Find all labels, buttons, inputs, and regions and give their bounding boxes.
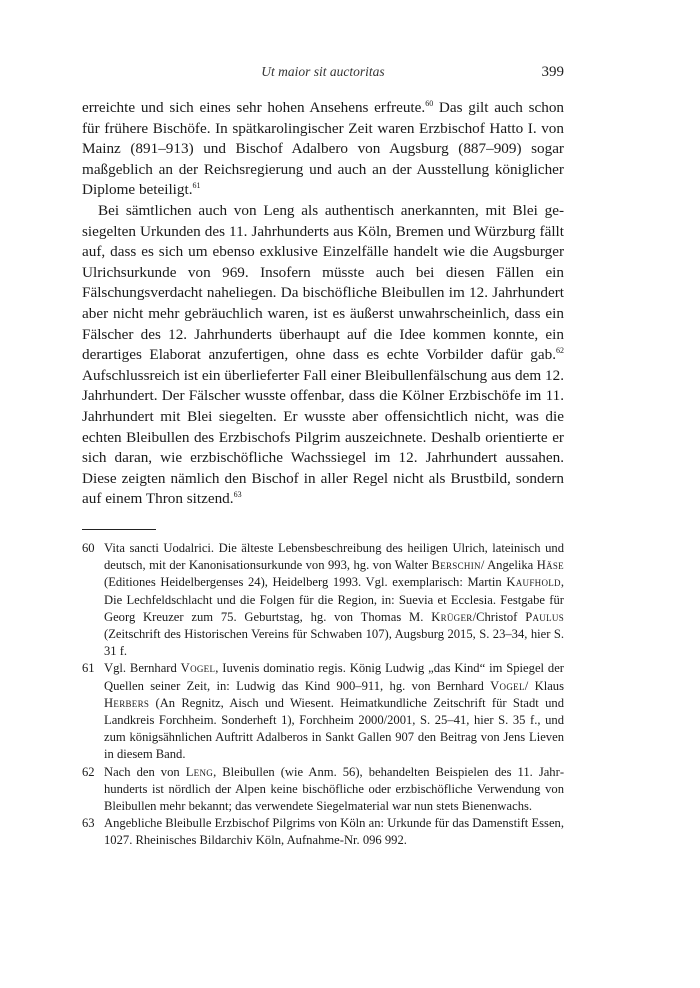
- paragraph-text: Bei sämtlichen auch von Leng als authentisch anerkannten, mit Blei gesiegelten Urkunden des 11. Jahrhunderts aus Köln, Bremen und Würzburg fällt auf, dass es sich um ebenso exklusive Einzelfälle handelt wie die Augsburger Ulrichsurkunde von 969. Insofern müsste auch bei diesen Fällen ein Fälschungsverdacht naheliegen. Da bischöfliche Bleibullen im 12. Jahrhundert aber nicht mehr gebräuchlich waren, ist es äußerst unwahrscheinlich, dass ein Fälscher des 12. Jahrhunderts überhaupt auf die Idee kommen konnte, ein derartiges Elaborat anzufertigen, ohne dass es echte Vorbilder dafür gab.: [82, 201, 564, 364]
- footnote-text: (An Regnitz, Aisch und Wiesent. Heimatkundliche Zeitschrift für Stadt und Landkreis Forchheim. Sonderheft 1), Forchheim 2000/2001, S. 25–41, hier S. 35 f., und zum königsähnlichen Auftritt Adalberos in Sankt Gallen 907 den Beitrag von Jens Lieven in diesem Band.: [104, 695, 564, 762]
- page-header: [82, 64, 564, 84]
- footnote-text: (Zeitschrift des Historischen Vereins für Schwaben 107), Augsburg 2015, S. 23–34, hier S. 31 f.: [104, 627, 564, 659]
- main-text: [82, 98, 564, 510]
- footnote-text: , Bleibullen (wie Anm. 56), behandelten Beispielen des 11. Jahrhunderts ist nördlich der Alpen keine bischöfliche oder erzbischöfliche Verwendung von Bleibullen mehr bekannt; das verwendete Siegelmaterial war nun stets Bienenwachs.: [104, 764, 565, 814]
- author-name: Häse: [536, 558, 564, 573]
- paragraph-1: [82, 98, 564, 201]
- paragraph-text: Das gilt auch schon für frühere Bischöfe. In spätkarolingischer Zeit waren Erzbischof Hatto I. von Mainz (891–913) und Bischof Adalbero von Augsburg (887–909) sogar maßgeblich an der Reichsregierung und auch an der Ausstellung königlicher Diplome beteiligt.: [82, 99, 565, 199]
- footnote-ref-61[interactable]: 61: [192, 181, 201, 191]
- page-number: 399: [541, 64, 564, 80]
- author-name: Berschin: [431, 558, 481, 573]
- footnote-number: 60: [82, 541, 95, 555]
- author-name: Paulus: [525, 609, 564, 624]
- paragraph-text: Aufschlussreich ist ein überlieferter Fall einer Bleibullenfälschung aus dem 12. Jahrhundert. Der Fälscher wusste offenbar, dass die Kölner Erzbischöfe im 11. Jahrhundert mit Blei siegelten. Er wusste aber offensichtlich nicht, was die echten Bleibullen des Erzbischofs Pilgrim auszeichnete. Deshalb orientierte er sich daran, wie erzbischöfliche Wachssiegel im 12. Jahrhundert aussahen. Diese zeigten nämlich den Bischof in aller Regel nicht als Brustbild, sondern auf einem Thron sitzend.: [82, 366, 564, 508]
- footnote-text: (Editiones Heidelbergenses 24), Heidelberg 1993. Vgl. exemplarisch: Martin: [104, 575, 507, 590]
- footnote-text: , Die Lechfeldschlacht und die Folgen für die Region, in: Suevia et Ecclesia. Festgabe für Georg Kreuzer zum 75. Geburtstag, hg. von Thomas M.: [104, 575, 564, 624]
- running-title: Ut maior sit auctoritas: [261, 64, 385, 79]
- footnote-text: / Klaus: [524, 678, 565, 693]
- footnote-text: Vgl. Bernhard: [104, 661, 181, 676]
- paragraph-text: erreichte und sich eines sehr hohen Ansehens erfreute.: [82, 99, 426, 116]
- footnote-text: Vita sancti Uodalrici. Die älteste Lebensbeschreibung des heiligen Ulrich, lateinisch und deutsch, mit der Kanonisationsurkunde von 993, hg. von Walter: [104, 541, 564, 573]
- footnote-62: [82, 764, 564, 816]
- author-name: Krüger: [431, 609, 473, 624]
- author-name: Kaufhold: [506, 575, 561, 590]
- footnote-text: , Iuvenis dominatio regis. König Ludwig „das Kind“ im Spiegel der Quellen seiner Zeit, in: Ludwig das Kind 900–911, hg. von Bernhard: [104, 661, 564, 693]
- footnote-text: / Angelika: [480, 558, 537, 573]
- author-name: Vogel: [490, 678, 525, 693]
- footnote-number: 61: [82, 661, 95, 676]
- paragraph-2: [82, 201, 564, 510]
- footnote-number: 63: [82, 816, 95, 831]
- footnote-ref-60[interactable]: 60: [425, 99, 434, 108]
- author-name: Leng: [185, 764, 214, 779]
- author-name: Herbers: [104, 695, 150, 710]
- footnote-text: /Christof: [472, 609, 526, 624]
- author-name: Vogel: [180, 661, 216, 676]
- footnote-number: 62: [82, 764, 95, 779]
- footnote-text: Nach den von: [104, 764, 186, 779]
- footnote-63: [82, 815, 564, 849]
- footnote-ref-62[interactable]: 62: [556, 346, 564, 356]
- footnote-ref-63[interactable]: 63: [233, 490, 242, 500]
- footnote-60: [82, 540, 564, 660]
- footnote-61: [82, 660, 564, 763]
- footnote-divider: [82, 529, 156, 530]
- footnote-text: Angebliche Bleibulle Erzbischof Pilgrims von Köln an: Urkunde für das Damenstift Essen, 1027. Rheinisches Bildarchiv Köln, Aufnahme-Nr. 096 992.: [104, 816, 564, 848]
- footnotes: [82, 540, 564, 850]
